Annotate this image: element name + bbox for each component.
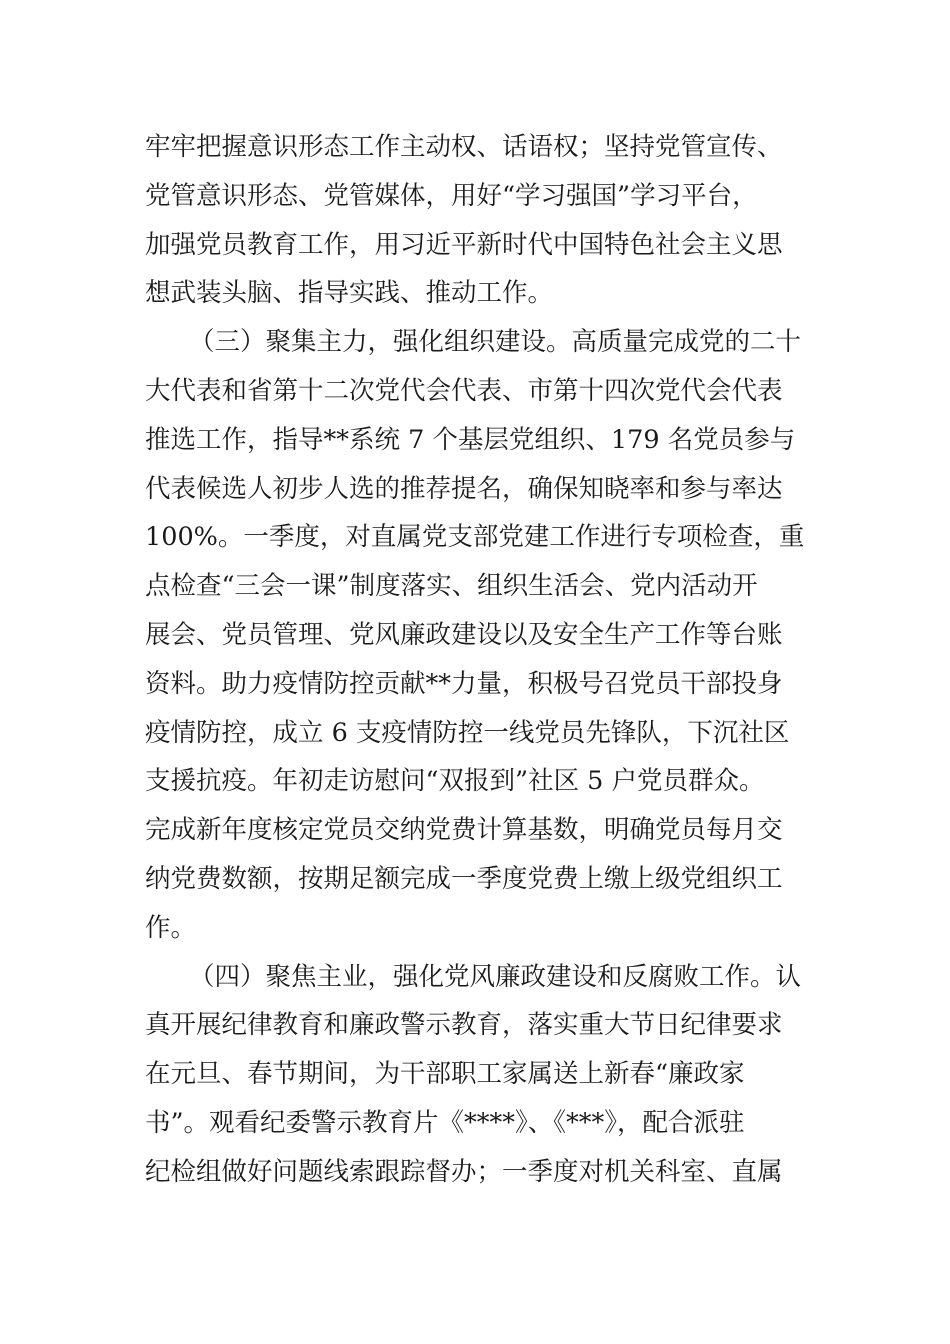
section-three-first-line: （三）聚集主力，强化组织建设。高质量完成党的二十 [189, 327, 802, 358]
text-line: 点检查“三会一课”制度落实、组织生活会、党内活动开 [145, 571, 758, 602]
text-line: 代表候选人初步人选的推荐提名，确保知晓率和参与率达 [145, 473, 783, 504]
text-line: 展会、党员管理、党风廉政建设以及安全生产工作等台账 [145, 619, 783, 650]
text-line: 纪检组做好问题线索跟踪督办；一季度对机关科室、直属 [145, 1156, 783, 1187]
text-line: 100%。一季度，对直属党支部党建工作进行专项检查，重 [145, 522, 805, 553]
text-line: 疫情防控，成立 6 支疫情防控一线党员先锋队，下沉社区 [145, 717, 790, 748]
text-line: 推选工作，指导**系统 7 个基层党组织、179 名党员参与 [145, 424, 796, 455]
text-line: 完成新年度核定党员交纳党费计算基数，明确党员每月交 [145, 815, 783, 846]
text-line: 加强党员教育工作，用习近平新时代中国特色社会主义思 [145, 229, 783, 260]
text-line: 书”。观看纪委警示教育片《****》、《***》，配合派驻 [145, 1107, 745, 1138]
text-line: 纳党费数额，按期足额完成一季度党费上缴上级党组织工 [145, 863, 783, 894]
text-line: 大代表和省第十二次党代会代表、市第十四次党代会代表 [145, 375, 783, 406]
section-four-first-line: （四）聚焦主业，强化党风廉政建设和反腐败工作。认 [189, 961, 802, 992]
text-line: 支援抗疫。年初走访慰问“双报到”社区 5 户党员群众。 [145, 766, 765, 797]
text-line: 真开展纪律教育和廉政警示教育，落实重大节日纪律要求 [145, 1010, 783, 1041]
text-line: 在元旦、春节期间，为干部职工家属送上新春“廉政家 [145, 1059, 745, 1090]
text-line: 想武装头脑、指导实践、推动工作。 [145, 278, 554, 309]
text-line: 资料。助力疫情防控贡献**力量，积极号召党员干部投身 [145, 668, 783, 699]
document-body [145, 123, 810, 1197]
text-line: 党管意识形态、党管媒体，用好“学习强国”学习平台， [145, 180, 758, 211]
text-line: 牢牢把握意识形态工作主动权、话语权；坚持党管宣传、 [145, 132, 783, 162]
text-line: 作。 [145, 912, 197, 943]
